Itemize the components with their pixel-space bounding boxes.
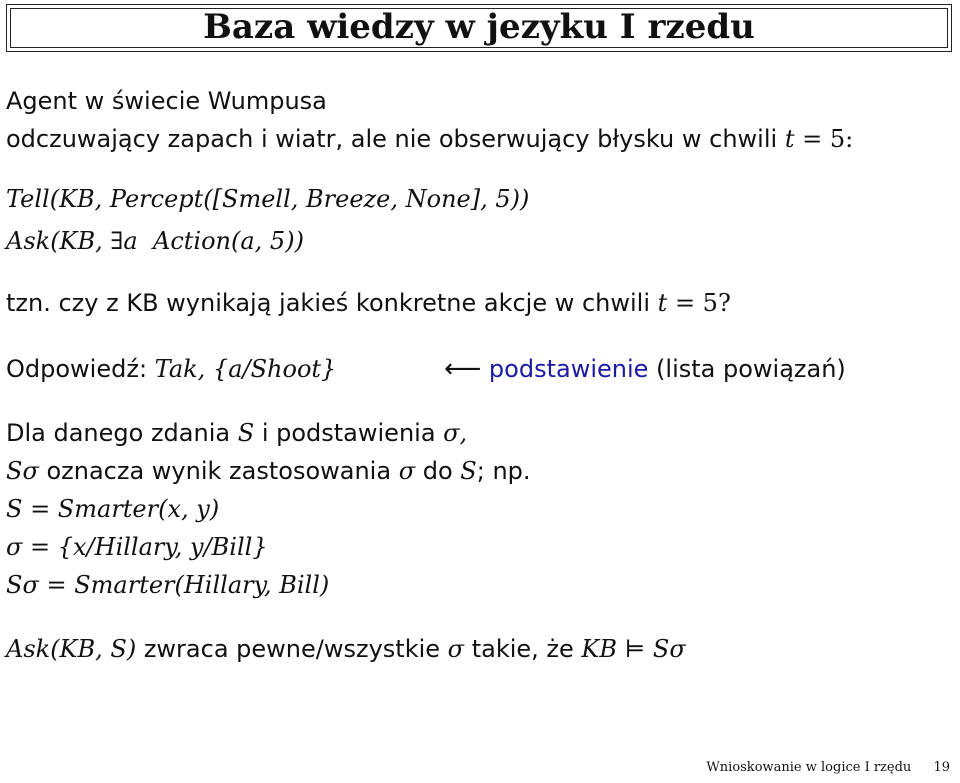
question-line [6, 288, 731, 318]
def-text-1: Dla danego zdania [6, 419, 231, 447]
example-3: Sσ = Smarter(Hillary, Bill) [6, 571, 330, 599]
def-do: do [422, 457, 453, 485]
def-S-2: S [460, 457, 477, 485]
title-frame [6, 4, 952, 52]
slide-title: Baza wiedzy w jezyku I rzedu [203, 7, 755, 47]
def-Ssigma: Sσ [6, 457, 39, 485]
final-ask: Ask(KB, S) [6, 635, 137, 663]
ask-var: a [123, 227, 138, 255]
answer-expr: Tak, {a/Shoot} [154, 355, 337, 383]
question-eq: = 5? [667, 289, 731, 317]
example-2: σ = {x/Hillary, y/Bill} [6, 533, 268, 561]
definition-line-1 [6, 418, 467, 448]
final-kb: KB [581, 635, 617, 663]
def-S: S [237, 419, 255, 447]
example-1: S = Smarter(x, y) [6, 495, 220, 523]
answer-note [444, 354, 846, 384]
answer-note-text: (lista powiązań) [656, 355, 846, 383]
intro-time-var: t [784, 125, 795, 153]
left-arrow-icon: ⟵ [444, 354, 482, 384]
def-mid: i podstawienia [261, 419, 436, 447]
final-text-2: takie, że [471, 635, 574, 663]
answer-line [6, 354, 336, 384]
entails-symbol: ⊨ [624, 635, 646, 663]
ask-expression [6, 226, 304, 256]
intro-time-eq: = 5: [794, 125, 854, 153]
final-line [6, 634, 686, 664]
tell-expression: Tell(KB, Percept([Smell, Breeze, None], 5)) [6, 185, 530, 213]
final-text: zwraca pewne/wszystkie [143, 635, 441, 663]
definition-line-2 [6, 456, 531, 486]
def-text-2: oznacza wynik zastosowania [46, 457, 392, 485]
def-sigma-2: σ [398, 457, 416, 485]
question-text: tzn. czy z KB wynikają jakieś konkretne akcje w chwili [6, 289, 651, 317]
footer-caption: Wnioskowanie w logice I rzędu [706, 760, 912, 775]
ask-prefix: Ask(KB, [6, 227, 111, 255]
final-ssigma: Sσ [652, 635, 686, 663]
final-sigma: σ [447, 635, 465, 663]
question-var: t [657, 289, 668, 317]
intro-line-2 [6, 124, 853, 154]
def-sigma: σ, [443, 419, 468, 447]
exists-symbol: ∃ [110, 227, 124, 255]
substitution-term: podstawienie [488, 355, 649, 383]
page-number: 19 [933, 760, 950, 775]
ask-rest: Action(a, 5)) [153, 227, 304, 255]
def-end: ; np. [476, 457, 531, 485]
answer-label: Odpowiedź: [6, 355, 148, 383]
intro-line-1: Agent w świecie Wumpusa [6, 87, 327, 115]
slide-footer [688, 760, 950, 775]
intro-line-2-text: odczuwający zapach i wiatr, ale nie obserwujący błysku w chwili [6, 125, 778, 153]
